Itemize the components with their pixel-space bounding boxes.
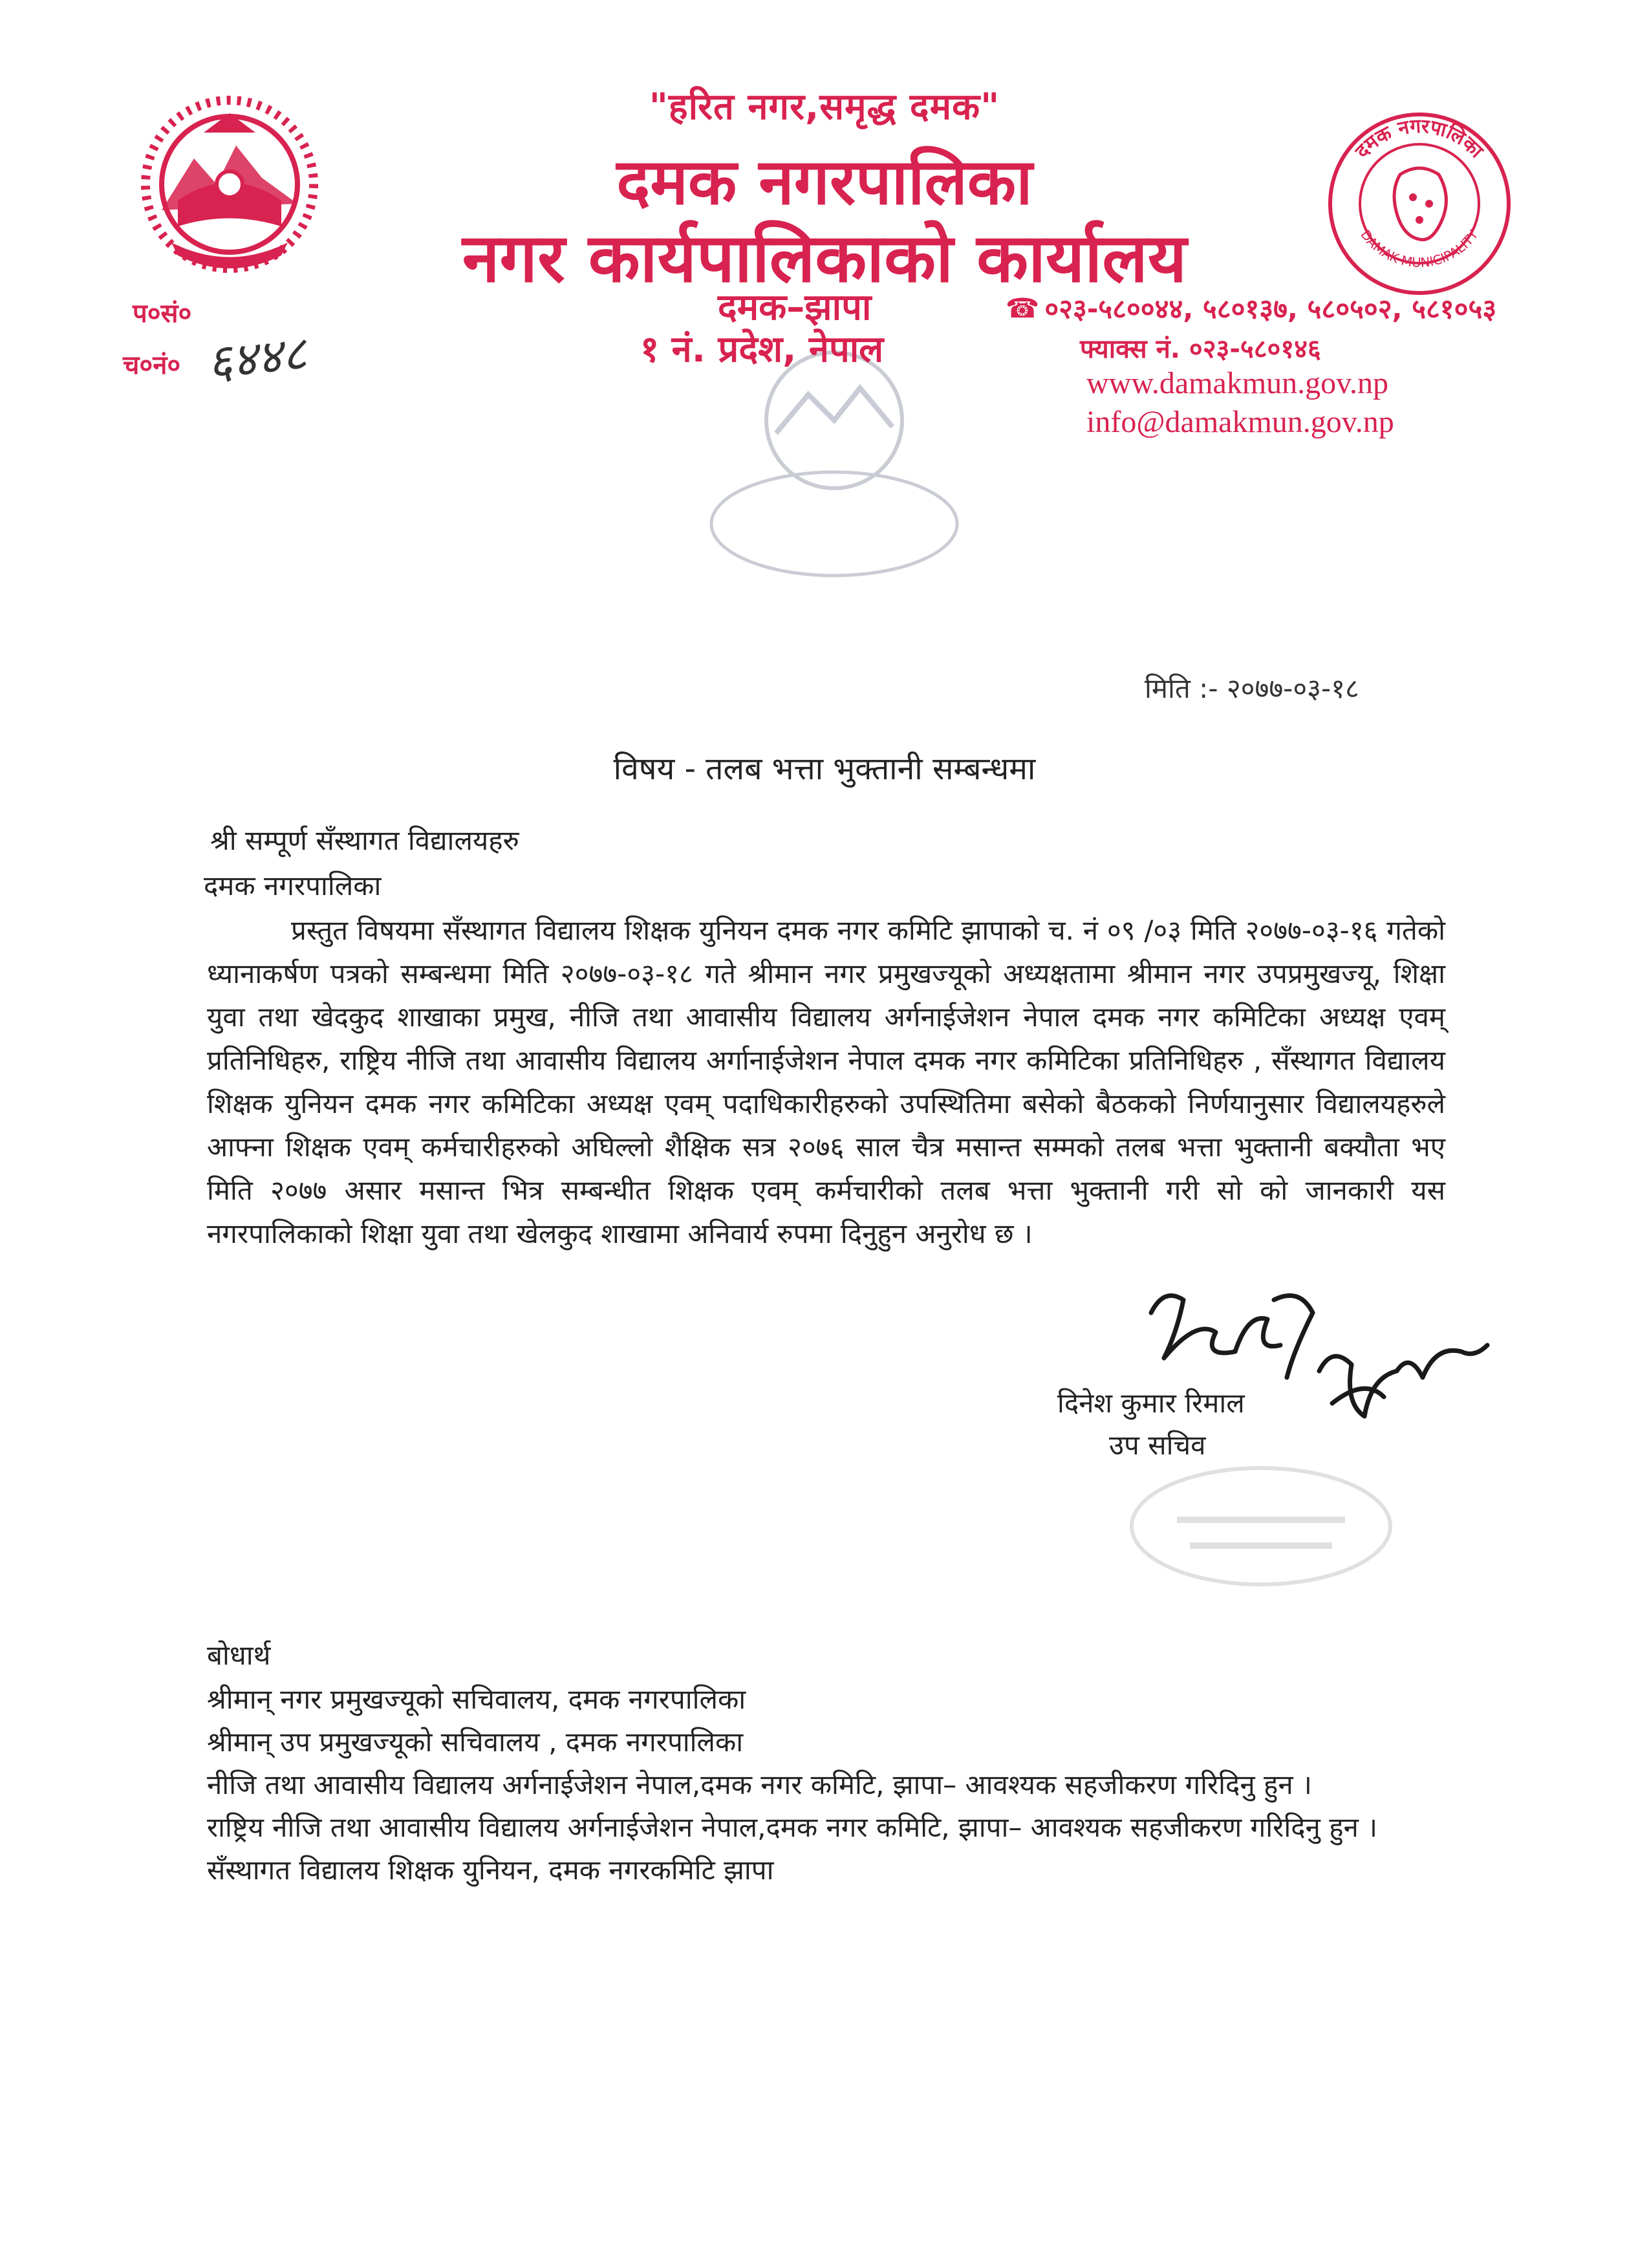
address-line1: दमक–झापा: [718, 286, 872, 329]
signer-name: दिनेश कुमार रिमाल: [1057, 1387, 1245, 1419]
address-line2: १ नं. प्रदेश, नेपाल: [640, 329, 884, 371]
office-title-line2: नगर कार्यपालिकाको कार्यालय: [462, 219, 1187, 297]
recipient-line2: दमक नगरपालिका: [204, 870, 382, 902]
phone-line: [1006, 290, 1496, 327]
reference-number-label: प०सं०: [133, 299, 192, 329]
cc-item: श्रीमान् नगर प्रमुखज्यूको सचिवालय, दमक नगरपालिका: [207, 1683, 746, 1715]
cc-item: सँस्थागत विद्यालय शिक्षक युनियन, दमक नगरकमिटि झापा: [207, 1854, 774, 1886]
office-stamp-faint-icon: [698, 343, 970, 589]
fax-line: फ्याक्स नं. ०२३-५८०१४६: [1080, 334, 1321, 364]
letter-subject: विषय - तलब भत्ता भुक्तानी सम्बन्धमा: [613, 751, 1036, 787]
dispatch-number-handwritten: ६४४८: [204, 325, 310, 391]
office-title-line1: दमक नगरपालिका: [616, 146, 1033, 219]
dispatch-number-label: च०नं०: [123, 351, 181, 380]
phone-numbers: ०२३-५८००४४, ५८०१३७, ५८०५०२, ५८१०५३: [1044, 293, 1497, 325]
email-link[interactable]: info@damakmun.gov.np: [1086, 405, 1394, 439]
recipient-line1: श्री सम्पूर्ण सँस्थागत विद्यालयहरु: [210, 825, 519, 856]
signature-stamp-faint-icon: [1125, 1462, 1397, 1591]
letter-body: प्रस्तुत विषयमा सँस्थागत विद्यालय शिक्षक युनियन दमक नगर कमिटि झापाको च. नं ०९ /०३ मिति २०७७-०३-१६ गतेको ध्यानाकर्षण पत्रको सम्बन्धमा मिति २०७७-०३-१८ गते श्रीमान नगर प्रमुखज्यूको अध्यक्षतामा श्रीमान नगर उपप्रमुखज्यू, शिक्षा युवा तथा खेदकुद शाखाका प्रमुख, नीजि तथा आवासीय विद्यालय अर्गनाईजेशन नेपाल दमक नगर कमिटिका अध्यक्ष एवम् प्रतिनिधिहरु, राष्ट्रिय नीजि तथा आवासीय विद्यालय अर्गानाईजेशन नेपाल दमक नगर कमिटिका प्रतिनिधिहरु , सँस्थागत विद्यालय शिक्षक युनियन दमक नगर कमिटिका अध्यक्ष एवम् पदाधिकारीहरुको उपस्थितिमा बसेको बैठकको निर्णयानुसार विद्यालयहरुले आफ्ना शिक्षक एवम् कर्मचारीहरुको अघिल्लो शैक्षिक सत्र २०७६ साल चैत्र मसान्त सम्मको तलब भत्ता भुक्तानी बक्यौता भए मिति २०७७ असार मसान्त भित्र सम्बन्धीत शिक्षक एवम् कर्मचारीको तलब भत्ता भुक्तानी गरी सो को जानकारी यस नगरपालिकाको शिक्षा युवा तथा खेलकुद शाखामा अनिवार्य रुपमा दिनुहुन अनुरोध छ ।: [207, 914, 1445, 1249]
letter-date: मिति :- २०७७-०३-१८: [1145, 673, 1359, 704]
cc-heading: बोधार्थ: [207, 1639, 271, 1671]
cc-item: श्रीमान् उप प्रमुखज्यूको सचिवालय , दमक नगरपालिका: [207, 1726, 744, 1758]
signer-title: उप सचिव: [1109, 1429, 1206, 1461]
cc-list: [207, 1678, 1449, 1892]
website-link[interactable]: www.damakmun.gov.np: [1086, 366, 1389, 400]
slogan: "हरित नगर,समृद्ध दमक": [649, 86, 1000, 128]
telephone-icon: ☎: [1006, 292, 1040, 324]
cc-item: राष्ट्रिय नीजि तथा आवासीय विद्यालय अर्गनाईजेशन नेपाल,दमक नगर कमिटि, झापा– आवश्यक सहजीकरण गरिदिनु हुन ।: [207, 1811, 1378, 1843]
cc-item: नीजि तथा आवासीय विद्यालय अर्गनाईजेशन नेपाल,दमक नगर कमिटि, झापा– आवश्यक सहजीकरण गरिदिनु हुन ।: [207, 1769, 1312, 1800]
seal-text-top: दमक नगरपालिका: [1351, 114, 1488, 163]
seal-text-bottom: DAMAK MUNICIPALITY: [1357, 227, 1482, 270]
